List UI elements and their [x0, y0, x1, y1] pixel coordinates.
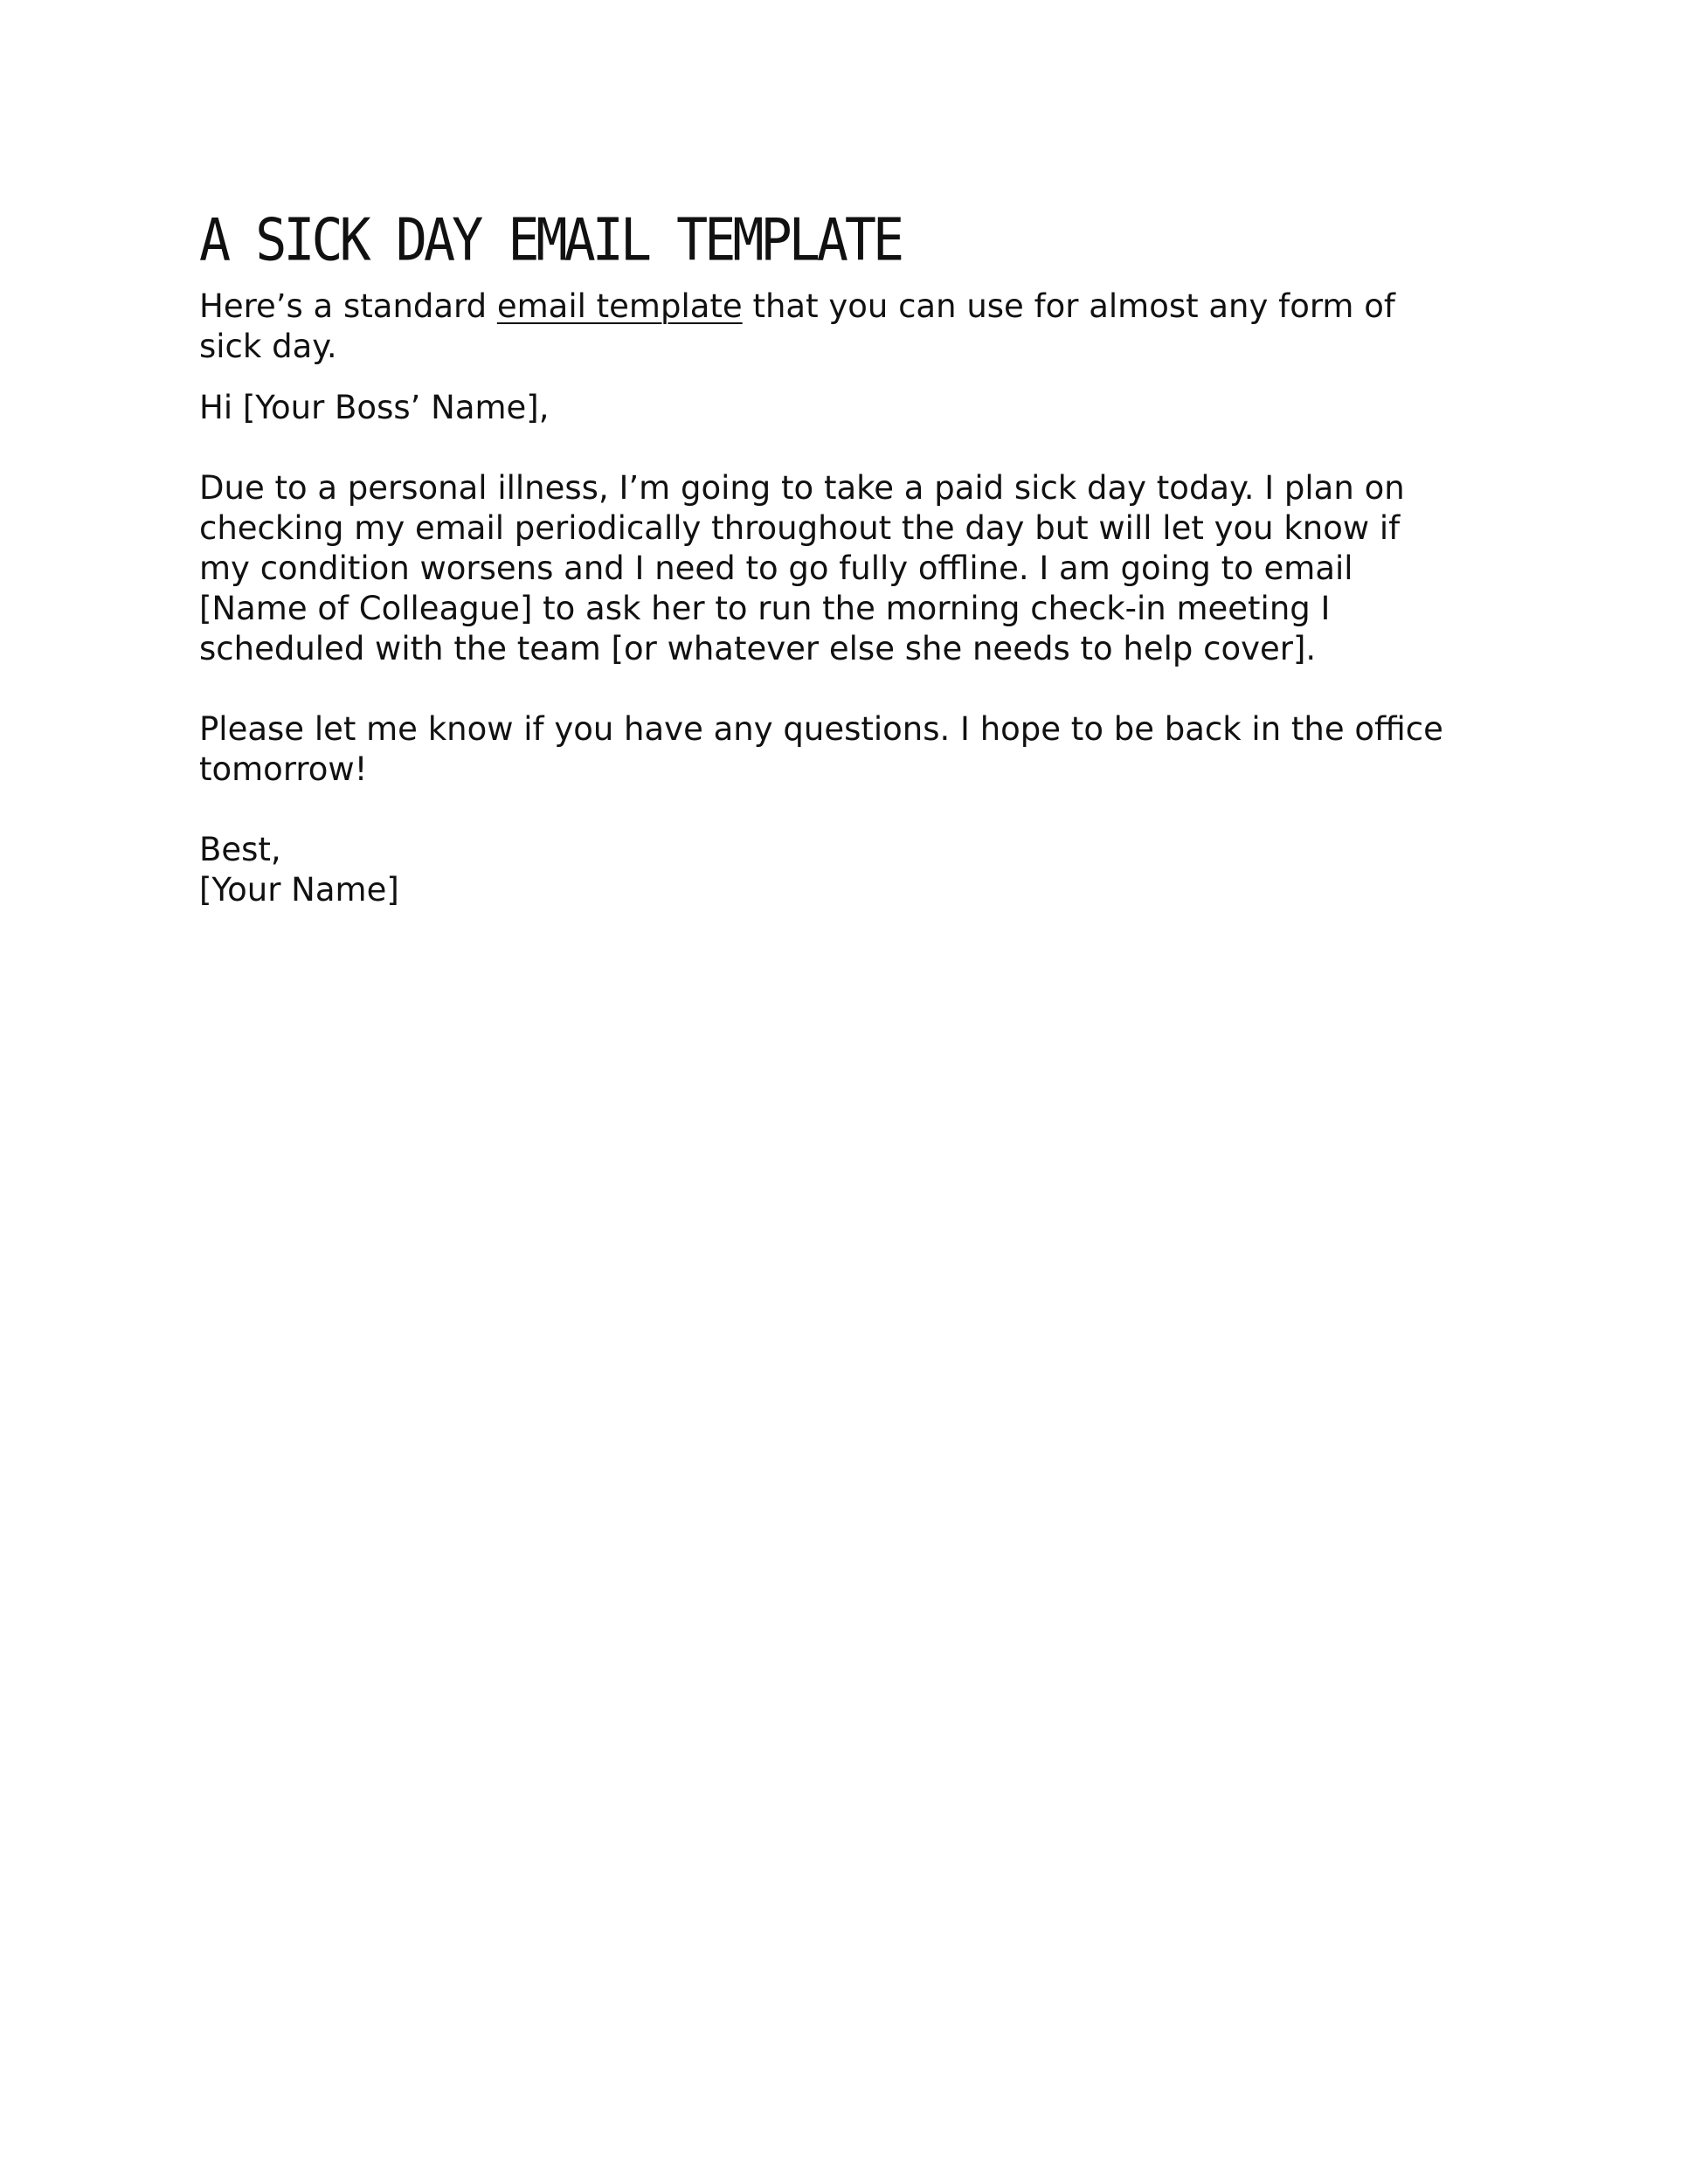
intro-line-2: sick day. — [199, 328, 337, 365]
email-paragraph-1 — [199, 468, 1527, 669]
email-signoff — [199, 830, 1527, 910]
email-signature: [Your Name] — [199, 871, 399, 909]
email-paragraph-2 — [199, 709, 1527, 790]
intro-paragraph — [199, 287, 1527, 367]
email-paragraph-1-line: scheduled with the team [or whatever else she needs to help cover]. — [199, 630, 1317, 667]
page-title: A SICK DAY EMAIL TEMPLATE — [199, 205, 902, 275]
email-paragraph-2-line: tomorrow! — [199, 750, 368, 788]
email-paragraph-1-line: my condition worsens and I need to go fully offline. I am going to email — [199, 549, 1353, 587]
email-paragraph-1-line: Due to a personal illness, I’m going to take a paid sick day today. I plan on — [199, 469, 1405, 507]
email-paragraph-1-line: checking my email periodically throughout the day but will let you know if — [199, 509, 1401, 547]
email-greeting: Hi [Your Boss’ Name], — [199, 389, 550, 426]
intro-line-1 — [199, 287, 1527, 327]
document-content — [199, 199, 1527, 910]
intro-text-after: that you can use for almost any form of — [742, 287, 1395, 325]
email-template-link[interactable]: email template — [496, 287, 743, 325]
email-closing: Best, — [199, 831, 281, 868]
intro-text-before: Here’s a standard — [199, 287, 497, 325]
email-paragraph-2-line: Please let me know if you have any questions. I hope to be back in the office — [199, 710, 1443, 748]
email-paragraph-1-line: [Name of Colleague] to ask her to run the morning check-in meeting I — [199, 590, 1331, 627]
email-template-body — [199, 388, 1527, 910]
